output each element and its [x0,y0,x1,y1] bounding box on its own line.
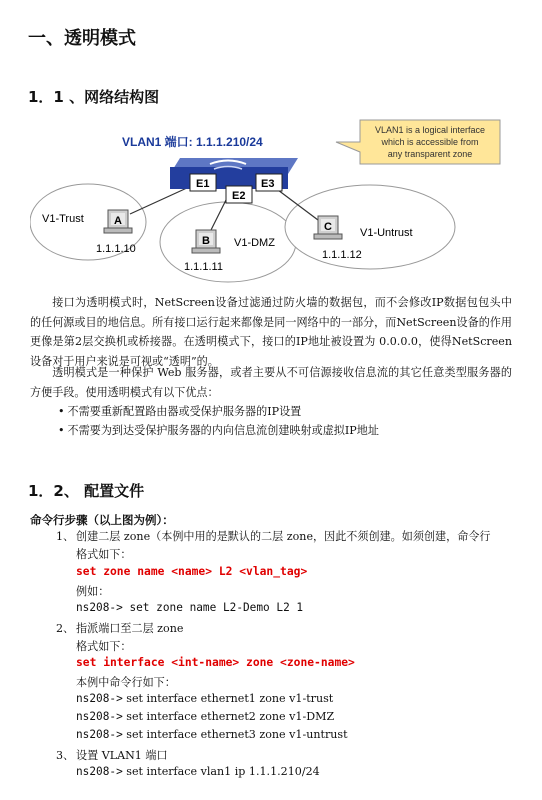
command: set interface ethernet2 zone v1-DMZ [126,710,335,723]
callout-line-2: which is accessible from [381,137,479,147]
callout-line-3: any transparent zone [387,149,473,159]
prompt: ns208-> [76,601,123,614]
vlan1-label: VLAN1 端口: 1.1.1.210/24 [122,135,263,149]
port-e1-label: E1 [196,178,210,190]
step-3-command [76,765,320,778]
host-b-letter: B [202,235,210,247]
step-2-command-3 [76,728,348,741]
host-b-zone: V1-DMZ [234,237,275,249]
port-e2-label: E2 [232,190,246,202]
step-2-command-2 [76,710,334,723]
step-1-number: 1、 [56,530,75,543]
transparent-mode-paragraph-1: 接口为透明模式时，NetScreen设备过滤通过防火墙的数据包，而不会修改IP数据包包头中的任何源或目的地信息。所有接口运行起来都像是同一网络中的一部分，而NetScreen设备的作用更像是第2层交换机或桥接器。在透明模式下，接口的IP地址被设置为 0.0.0.0，使得NetScreen设备对于用户来说是可视或“透明”的。 [30,296,512,368]
step-2-example-label: 本例中命令行如下： [76,676,176,689]
command: set interface vlan1 ip 1.1.1.210/24 [126,765,320,778]
step-3-number: 3、 [56,749,75,762]
step-2-command-format: set interface <int-name> zone <zone-name> [76,656,355,669]
prompt: ns208-> [76,710,123,723]
advantages-list [58,402,379,440]
host-c-ip: 1.1.1.12 [322,249,362,261]
host-c-zone: V1-Untrust [360,227,413,239]
prompt: ns208-> [76,692,123,705]
dmz-zone-ellipse [160,202,296,282]
list-item: • 不需要重新配置路由器或受保护服务器的IP设置 [58,402,379,421]
step-2-format-label: 格式如下： [76,640,132,653]
host-a-letter: A [114,215,122,227]
step-2-number: 2、 [56,622,75,635]
step-3-text: 设置 VLAN1 端口 [76,749,168,762]
step-2-text: 指派端口至二层 zone [76,622,184,635]
example-command: set zone name L2-Demo L2 1 [129,601,304,614]
list-item: • 不需要为到达受保护服务器的内向信息流创建映射或虚拟IP地址 [58,421,379,440]
callout-line-1: VLAN1 is a logical interface [374,125,486,135]
host-a-zone: V1-Trust [42,213,84,225]
heading-config-file: 1．2、 配置文件 [28,482,145,500]
callout-box [336,120,500,164]
command: set interface ethernet3 zone v1-untrust [126,728,348,741]
step-2-command-1 [76,692,333,705]
prompt: ns208-> [76,765,123,778]
step-1-format-label: 格式如下： [76,548,132,561]
heading-transparent-mode: 一、透明模式 [28,28,136,49]
prompt: ns208-> [76,728,123,741]
step-1-text: 创建二层 zone（本例中用的是默认的二层 zone，因此不须创建。如须创建，命令行 [76,530,491,543]
steps-title: 命令行步骤（以上图为例）： [30,513,174,527]
heading-network-diagram: 1．1 、网络结构图 [28,88,160,106]
port-e3-label: E3 [261,178,275,190]
step-1-example [76,601,303,614]
transparent-mode-paragraph-2: 透明模式是一种保护 Web 服务器，或者主要从不可信源接收信息流的其它任意类型服务器的方便手段。使用透明模式有以下优点： [30,366,512,399]
step-1-command-format: set zone name <name> L2 <vlan_tag> [76,565,308,578]
host-b-ip: 1.1.1.11 [184,261,223,273]
command: set interface ethernet1 zone v1-trust [126,692,334,705]
step-1-example-label: 例如： [76,585,110,598]
host-a-ip: 1.1.1.10 [96,243,136,255]
host-c-letter: C [324,221,332,233]
network-diagram [30,112,510,287]
